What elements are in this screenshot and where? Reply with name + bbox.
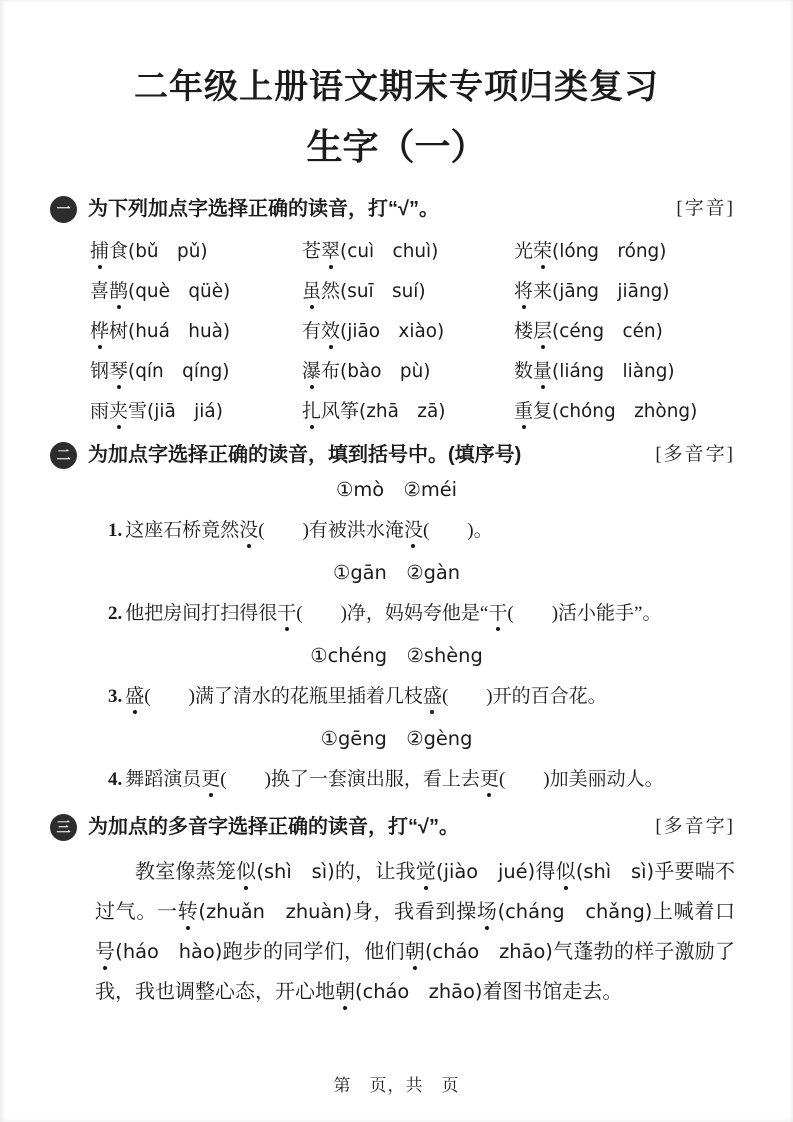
pinyin-options: ①gēng ②gèng [320,727,473,751]
section-2-number-badge [50,442,77,469]
dotted-char: 更 [201,769,221,791]
dotted-char: 干 [488,603,508,625]
text-run: 这座石桥竟然 [125,520,240,542]
pinyin-text: (suī suí) [340,281,426,303]
dotted-char: 捕 [90,241,110,263]
text-run: ( )加美丽动人。 [498,769,664,791]
word-item [302,272,514,312]
word-item [514,272,793,312]
dotted-char: 似 [555,861,576,884]
text-run: ( )活小能手”。 [507,603,662,625]
text-run: 数 [514,361,534,383]
text-run: 食 [109,241,129,263]
dotted-char: 将 [514,281,534,303]
pinyin-text: (shì sì) [575,860,655,884]
text-run: 身，我看到操 [352,901,477,924]
section-3-number-badge [50,814,77,841]
dotted-char: 虽 [302,281,322,303]
word-item [90,232,302,272]
pinyin-options-line [0,719,793,758]
pinyin-text: (lóng róng) [552,241,667,263]
text-run: 得 [535,861,556,884]
section-3-heading: 为加点的多音字选择正确的读音，打“√”。 [88,816,459,839]
exercise-sentence [0,758,793,802]
pinyin-text: (jiào jué) [436,860,536,884]
page-title: 二年级上册语文期末专项归类复习 [134,69,659,106]
text-run: 气蓬勃的样子激励了我，我也调整心态，开心地 [95,941,736,1004]
sentence-number: 2. [108,603,123,625]
text-run: ( )换了一套演出服，看上去 [220,769,480,791]
text-run: 雪 [128,401,148,423]
section-2-tag: [多音字] [655,444,735,466]
pinyin-text: (cháng chǎng) [497,900,653,924]
text-run: 布 [321,361,341,383]
pinyin-text: (cháo zhāo) [424,940,553,964]
pinyin-options: ①gān ②gàn [332,561,461,585]
pinyin-text: (cháo zhāo) [355,980,483,1004]
text-run: 风筝 [321,401,360,423]
sentence-number: 1. [108,520,123,542]
word-item [90,392,302,432]
pinyin-text: (chóng zhòng) [552,401,698,423]
dotted-char: 荣 [533,241,553,263]
pinyin-text: (jiā jiá) [147,401,223,423]
dotted-char: 盛 [125,686,145,708]
dotted-char: 效 [321,321,341,343]
dotted-char: 号 [95,941,116,964]
pinyin-text: (jāng jiāng) [552,281,670,303]
word-item [302,312,514,352]
dotted-char: 扎 [302,401,322,423]
dotted-char: 干 [277,603,297,625]
dotted-char: 夹 [109,401,129,423]
dotted-char: 层 [533,321,553,343]
text-run: 雨 [90,401,110,423]
dotted-char: 量 [533,361,553,383]
dotted-char: 更 [479,769,499,791]
text-run: ( )。 [422,520,493,542]
pinyin-text: (bǔ pǔ) [128,241,208,263]
sentence-text [125,769,663,790]
exercise-sentence [0,509,793,553]
text-run: 光 [514,241,534,263]
sentence-number: 3. [108,686,123,708]
dotted-char: 重 [514,401,534,423]
dotted-char: 瀑 [302,361,322,383]
dotted-char: 桦 [90,321,110,343]
dotted-char: 盛 [422,686,442,708]
section-number: 二 [56,447,71,464]
text-run: 乎要喘不过气。一 [95,861,736,924]
pinyin-text: (zhā zā) [359,401,446,423]
dotted-char: 朝 [404,941,425,964]
dotted-char: 没 [403,520,423,542]
text-run: ( )净，妈妈夸他是“ [296,603,489,625]
pinyin-text: (cuì chuì) [340,241,439,263]
section-3-header [0,812,793,842]
dotted-char: 琴 [109,361,129,383]
text-run: 的，让我 [334,861,416,884]
word-item [90,352,302,392]
word-grid [0,232,793,432]
text-run: 他把房间打扫得很 [125,603,278,625]
pinyin-options: ①mò ②méi [335,478,458,502]
section-2-heading: 为加点字选择正确的读音，填到括号中。(填序号) [88,444,522,467]
dotted-char: 似 [236,861,257,884]
exercise-sentence [0,592,793,636]
dotted-char: 翠 [321,241,341,263]
section-1-heading: 为下列加点字选择正确的读音，打“√”。 [88,198,439,221]
dotted-char: 觉 [415,861,437,884]
pinyin-text: (bào pù) [340,361,431,383]
word-item [514,392,793,432]
pinyin-text: (zhuǎn zhuàn) [198,900,353,924]
text-run: ( )开的百合花。 [441,686,607,708]
pinyin-options-line [0,470,793,509]
section-1-number-badge [50,196,77,223]
section-1-tag: [字音] [676,198,735,220]
exercise-sentence [0,675,793,719]
pinyin-options-line [0,636,793,675]
text-run: 复 [533,401,553,423]
text-run: 着图书馆走去。 [482,981,623,1004]
text-run: 然 [321,281,341,303]
pinyin-text: (què qüè) [128,281,231,303]
pinyin-text: (shì sì) [256,860,335,884]
word-item [514,352,793,392]
pinyin-text: (háo hào) [115,940,223,964]
pinyin-text: (céng cén) [552,321,663,343]
sentence-text [125,686,606,707]
text-run: 苍 [302,241,322,263]
word-item [514,312,793,352]
sentence-text [125,603,661,624]
text-run: 钢 [90,361,110,383]
word-item [302,352,514,392]
word-item [302,392,514,432]
sentence-text [125,520,492,541]
pinyin-options-line [0,553,793,592]
text-run: 喜 [90,281,110,303]
text-run: ( )有被洪水淹 [258,520,404,542]
section-number: 三 [56,819,71,836]
section-1-header [0,194,793,224]
dotted-char: 没 [239,520,259,542]
pinyin-options: ①chéng ②shèng [310,644,483,668]
text-run: 跑步的同学们，他们 [222,941,405,964]
dotted-char: 场 [476,901,498,924]
text-run: ( )满了清水的花瓶里插着几枝 [144,686,423,708]
sentence-number: 4. [108,769,123,791]
section-3-tag: [多音字] [655,816,735,838]
pinyin-text: (huá huà) [128,321,231,343]
dotted-char: 鹊 [109,281,129,303]
text-run: 有 [302,321,322,343]
word-item [90,272,302,312]
section-3-paragraph [95,852,735,1012]
pinyin-text: (jiāo xiào) [340,321,445,343]
word-item [514,232,793,272]
text-run: 来 [533,281,553,303]
text-run: 舞蹈演员 [125,769,202,791]
dotted-char: 转 [177,901,199,924]
pinyin-text: (liáng liàng) [552,361,675,383]
word-item [90,312,302,352]
text-run: 教室像蒸笼 [135,861,237,884]
page-footer: 第 页，共 页 [333,1076,460,1095]
text-run: 上喊着口 [652,901,736,924]
section-2-header [0,440,793,470]
pinyin-text: (qín qíng) [128,361,230,383]
text-run: 树 [109,321,129,343]
page-subtitle: 生字（一） [306,127,487,168]
word-item [302,232,514,272]
text-run: 楼 [514,321,534,343]
dotted-char: 朝 [335,981,355,1004]
section-number: 一 [56,201,71,218]
